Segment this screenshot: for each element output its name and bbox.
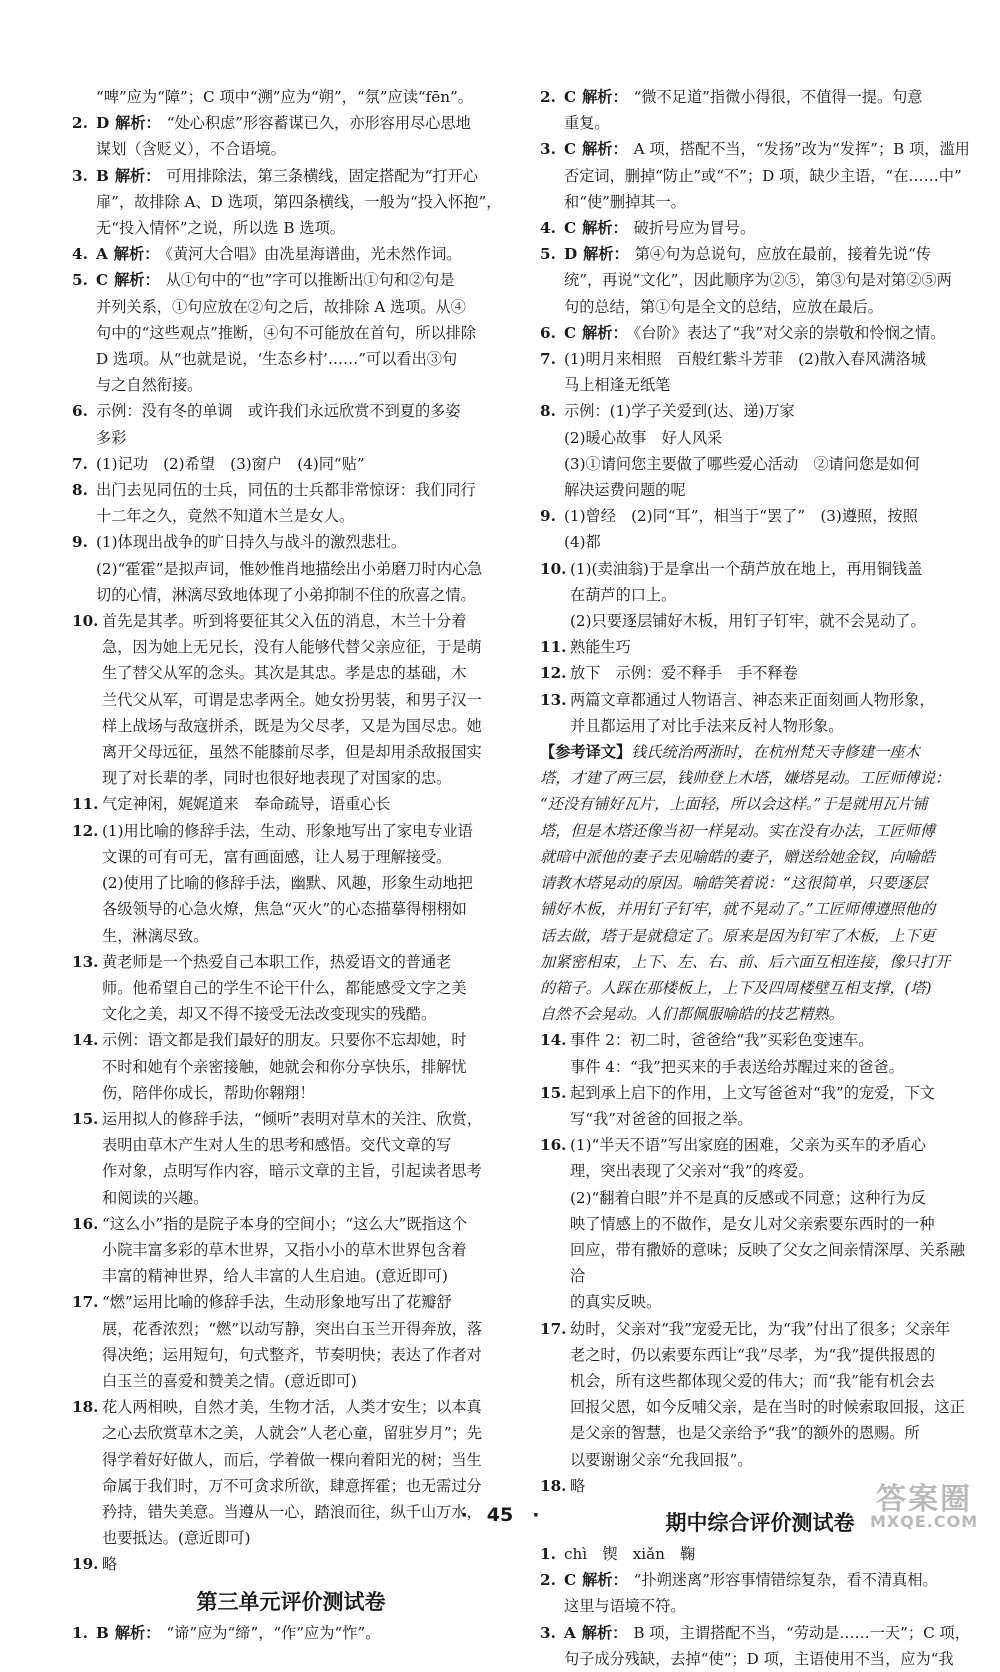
item-number: 14.	[540, 1031, 567, 1050]
answer-line: 也要抵达。(意近即可)	[102, 1529, 251, 1548]
item-number: 15.	[540, 1083, 567, 1102]
answer-item	[540, 241, 980, 320]
answer-line: 写“我”对爸爸的回报之举。	[570, 1109, 753, 1128]
item-number: 8.	[540, 402, 556, 421]
answer-item	[72, 818, 510, 949]
section-title-midterm: 期中综合评价测试卷	[665, 1510, 855, 1535]
item-number: 3.	[540, 1623, 556, 1642]
answer-line	[564, 241, 980, 267]
answer-text: 从①句中的“也”字可以推断出①句和②句是	[165, 271, 455, 290]
answer-line: 事件 4：“我”把买来的手表送给苏醒过来的爸爸。	[570, 1057, 904, 1076]
item-number: 12.	[72, 821, 99, 840]
answer-line: (2)使用了比喻的修辞手法，幽默、风趣，形象生动地把	[102, 874, 473, 893]
answer-choice: C	[564, 219, 577, 238]
section-title-unit3: 第三单元评价测试卷	[196, 1589, 386, 1614]
answer-line: 两篇文章都通过人物语言、神态来正面刻画人物形象，	[570, 690, 935, 709]
answer-item	[72, 1620, 510, 1646]
answer-line: “啤”应为“障”；C 项中“溯”应为“朔”，“氛”应读“fēn”。	[96, 88, 474, 106]
answer-item	[540, 1316, 980, 1473]
answer-item	[540, 1567, 980, 1619]
answer-line: 之心去欣赏草木之美，人就会“人老心童，留驻岁月”；先	[102, 1424, 483, 1443]
answer-line: 得学着好好做人，而后，学着做一棵向着阳光的树；当生	[102, 1450, 482, 1469]
watermark-text-top: 答案圈	[876, 1482, 972, 1517]
analysis-label: 解析：	[115, 114, 161, 133]
answer-item	[72, 241, 510, 267]
answer-item	[72, 1211, 510, 1290]
answer-item	[72, 1394, 510, 1551]
answer-text: “处心积虑”形容蓄谋已久，亦形容用尽心思地	[166, 114, 471, 133]
answer-line: 回报父恩，如今反哺父亲，是在当时的时候索取回报，这正	[570, 1398, 965, 1417]
answer-line	[564, 215, 980, 241]
item-number: 18.	[540, 1476, 567, 1495]
answer-line	[564, 320, 980, 346]
answer-line: 各级领导的心急火燎，焦急“灭火”的心态描摹得栩栩如	[102, 900, 467, 919]
item-number: 13.	[72, 952, 99, 971]
answer-choice: C	[564, 88, 577, 106]
answer-item	[540, 1132, 980, 1315]
answer-line: 现了对长辈的孝，同时也很好地表现了对国家的忠。	[102, 769, 452, 788]
answer-line	[96, 110, 510, 136]
answer-line: 放下 示例：爱不释手 手不释卷	[570, 664, 798, 683]
item-number: 5.	[540, 245, 556, 264]
answer-line: 机会，所有这些都体现父爱的伟大；而“我”能有机会去	[570, 1371, 935, 1390]
answer-line: 略	[102, 1555, 118, 1574]
answer-item	[540, 320, 980, 346]
answer-line: 在葫芦的口上。	[570, 585, 677, 604]
analysis-label: 解析：	[113, 245, 160, 264]
answer-line: 示例：(1)学子关爱到(达、递)万家	[564, 402, 795, 421]
answer-line	[564, 1620, 980, 1646]
answer-line: 小院丰富多彩的草木世界，又指小小的草木世界包含着	[102, 1240, 467, 1259]
answer-item	[72, 791, 510, 817]
answer-choice: C	[564, 1571, 577, 1590]
answer-line: 无“投入情怀”之说，所以选 B 选项。	[96, 219, 345, 238]
answer-line: 句的总结，第①句是全文的总结，应放在最后。	[564, 297, 883, 316]
answer-text: “扑朔迷离”形容事情错综复杂，看不清真相。	[633, 1571, 938, 1590]
answer-line: 示例：语文都是我们最好的朋友。只要你不忘却她，时	[102, 1031, 467, 1050]
item-number: 10.	[72, 612, 99, 631]
answer-line: 师。他希望自己的学生不论干什么，都能感受文字之美	[102, 978, 467, 997]
answer-line: 多彩	[96, 428, 127, 447]
analysis-label: 解析：	[582, 219, 628, 238]
translation-line: 的箱子。人踩在那楼板上，上下及四周楼壁互相支撑，(塔)	[540, 978, 932, 997]
item-number: 2.	[540, 1571, 556, 1590]
answer-line	[564, 84, 980, 110]
answer-line: 与之自然衔接。	[96, 376, 203, 395]
answer-item	[72, 608, 510, 791]
item-number: 7.	[72, 454, 88, 473]
answer-line: 急，因为她上无兄长，没有人能够代替父亲应征，于是萌	[102, 638, 482, 657]
item-number: 7.	[540, 350, 556, 369]
analysis-label: 解析：	[581, 1623, 628, 1642]
translation-label: 【参考译文】	[540, 743, 632, 762]
answer-line: chì 锲 xiǎn 鞠	[564, 1544, 696, 1563]
answer-text: “微不足道”指微小得很，不值得一提。句意	[633, 88, 923, 106]
item-number: 2.	[540, 88, 556, 106]
answer-line: 生了替父从军的念头。其次是其忠。孝是忠的基础，木	[102, 664, 467, 683]
answer-line: 回应，带有撒娇的意味；反映了父女之间亲情深厚、关系融洽	[570, 1240, 965, 1286]
answer-line: 马上相逢无纸笔	[564, 376, 671, 395]
answer-line: “这么小”指的是院子本身的空间小；“这么大”既指这个	[102, 1214, 468, 1233]
answer-choice: C	[96, 271, 109, 290]
answer-item	[72, 949, 510, 1028]
answer-line: 解决运费问题的呢	[564, 481, 686, 500]
watermark-logo	[870, 1472, 990, 1532]
answer-line: 丰富的精神世界，给人丰富的人生启迪。(意近即可)	[102, 1267, 448, 1286]
answer-line: 是父亲的智慧，也是父亲给予“我”的额外的恩赐。所	[570, 1424, 920, 1443]
right-column	[540, 84, 980, 1672]
answer-item	[540, 346, 980, 398]
answer-line: 文课的可有可无，富有画面感，让人易于理解接受。	[102, 847, 452, 866]
item-number: 6.	[72, 402, 88, 421]
answer-text: 《黄河大合唱》由冼星海谱曲，光未然作词。	[165, 245, 462, 264]
answer-line: 首先是其孝。听到将要征其父入伍的消息，木兰十分着	[102, 612, 467, 631]
answer-choice: C	[564, 140, 577, 159]
answer-item	[540, 1620, 980, 1672]
answer-line: 事件 2：初二时，爸爸给“我”买彩色变速车。	[570, 1031, 874, 1050]
item-number: 8.	[72, 481, 88, 500]
answer-text: B 项，主谓搭配不当，“劳动是……一天”；C 项，	[633, 1623, 970, 1642]
answer-line	[564, 136, 980, 162]
analysis-label: 解析：	[582, 140, 628, 159]
analysis-label: 解析：	[582, 1571, 628, 1590]
answer-line: 样上战场与敌寇拼杀，既是为父尽孝，又是为国尽忠。她	[102, 716, 482, 735]
answer-item	[72, 1551, 510, 1577]
item-number: 16.	[72, 1214, 99, 1233]
item-number: 19.	[72, 1555, 99, 1574]
item-number: 9.	[540, 507, 556, 526]
answer-line: 句中的“这些观点”推断，④句不可能放在首句，所以排除	[96, 323, 477, 342]
analysis-label: 解析：	[114, 1623, 161, 1642]
item-number: 1.	[540, 1544, 556, 1563]
answer-item	[72, 1289, 510, 1394]
answer-item	[540, 1080, 980, 1132]
answer-item	[540, 136, 980, 215]
answer-item	[72, 451, 510, 477]
answer-line: (4)都	[564, 533, 601, 552]
translation-text: 钱氏统治两浙时，在杭州梵天寺修建一座木	[631, 743, 920, 762]
item-number: 3.	[72, 166, 88, 185]
answer-choice: A	[564, 1623, 576, 1642]
answer-text: 第④句为总说句，应放在最前，接着先说“传	[634, 245, 932, 264]
answer-line: 并列关系，①句应放在②句之后，故排除 A 选项。从④	[96, 297, 466, 316]
answer-line: 运用拟人的修辞手法，“倾听”表明对草木的关注、欣赏，	[102, 1109, 483, 1128]
item-number: 13.	[540, 690, 567, 709]
translation-line: 塔，但是木塔还像当初一样晃动。实在没有办法，工匠师傅	[540, 821, 935, 840]
answer-line: 的真实反映。	[570, 1293, 662, 1312]
answer-line: 离开父母远征，虽然不能膝前尽孝，但是却用杀敌报国实	[102, 743, 482, 762]
translation-line: “还没有铺好瓦片，上面轻，所以会这样。”于是就用瓦片铺	[540, 795, 928, 814]
answer-line: 花人两相映，自然才美，生物才活，人类才安生；以本真	[102, 1398, 482, 1417]
item-number: 3.	[540, 140, 556, 159]
left-column	[72, 84, 510, 1646]
answer-text: 《台阶》表达了“我”对父亲的崇敬和怜悯之情。	[633, 323, 946, 342]
answer-line: (2)“霍霍”是拟声词，惟妙惟肖地描绘出小弟磨刀时内心急	[96, 559, 483, 578]
answer-item	[540, 687, 980, 739]
answer-item	[540, 215, 980, 241]
answer-line: 出门去见同伍的士兵，同伍的士兵都非常惊讶：我们同行	[96, 481, 476, 500]
answer-line: 文化之美，却又不得不接受无法改变现实的残酷。	[102, 1005, 437, 1024]
item-number: 14.	[72, 1031, 99, 1050]
answer-line	[96, 241, 510, 267]
item-number: 16.	[540, 1136, 567, 1155]
answer-line: 表明由草木产生对人生的思考和感悟。交代文章的写	[102, 1136, 452, 1155]
answer-line: (2)“翻着白眼”并不是真的反感或不同意；这种行为反	[570, 1188, 926, 1207]
answer-choice: A	[96, 245, 108, 264]
answer-line: 幼时，父亲对“我”宠爱无比，为“我”付出了很多；父亲年	[570, 1319, 951, 1338]
item-number: 9.	[72, 533, 88, 552]
answer-line: 矜持，错失美意。当遵从一心，踏浪而往，纵千山万水，	[102, 1502, 482, 1521]
translation-line: 自然不会晃动。人们都佩服喻皓的技艺精熟。	[540, 1005, 844, 1024]
item-number: 5.	[72, 271, 88, 290]
answer-line: 十二年之久，竟然不知道木兰是女人。	[96, 507, 355, 526]
answer-line: (1)明月来相照 百般红紫斗芳菲 (2)散入春风满洛城	[564, 350, 926, 369]
item-number: 4.	[72, 245, 88, 264]
answer-item	[72, 110, 510, 162]
analysis-label: 解析：	[583, 245, 629, 264]
answer-item	[72, 1027, 510, 1106]
answer-line: 兰代父从军，可谓是忠孝两全。她女扮男装，和男子汉一	[102, 690, 482, 709]
answer-line: 不时和她有个亲密接触，她就会和你分享快乐，排解忧	[102, 1057, 467, 1076]
analysis-label: 解析：	[114, 271, 160, 290]
answer-item	[540, 660, 980, 686]
answer-line: 以要谢谢父亲“允我回报”。	[570, 1450, 753, 1469]
reference-translation	[540, 739, 980, 1027]
answer-line: 映了情感上的不做作，是女儿对父亲索要东西时的一种	[570, 1214, 935, 1233]
answer-item	[72, 163, 510, 242]
answer-item	[540, 634, 980, 660]
answer-text: 破折号应为冒号。	[633, 219, 756, 238]
answer-line	[96, 1620, 510, 1646]
answer-item	[72, 84, 510, 110]
answer-item	[540, 84, 980, 136]
answer-line: 伤，陪伴你成长，帮助你翱翔！	[102, 1083, 315, 1102]
answer-item	[72, 529, 510, 608]
answer-line: 理，突出表现了父亲对“我”的疼爱。	[570, 1162, 814, 1181]
answer-line: 略	[570, 1476, 586, 1495]
item-number: 4.	[540, 219, 556, 238]
item-number: 12.	[540, 664, 567, 683]
answer-item	[540, 1027, 980, 1079]
answer-line: 和阅读的兴趣。	[102, 1188, 209, 1207]
answer-line	[96, 267, 510, 293]
answer-line: (1)曾经 (2)同“耳”，相当于“罢了” (3)遵照，按照	[564, 507, 918, 526]
answer-line: “燃”运用比喻的修辞手法，生动形象地写出了花瓣舒	[102, 1293, 452, 1312]
answer-line: (3)①请问您主要做了哪些爱心活动 ②请问您是如何	[564, 454, 920, 473]
answer-choice: D	[564, 245, 578, 264]
answer-line: 得决绝；运用短句，句式整齐，节奏明快；表达了作者对	[102, 1345, 482, 1364]
answer-item	[540, 1541, 980, 1567]
answer-line: 谋划（含贬义），不合语境。	[96, 140, 286, 159]
answer-line: (1)记功 (2)希望 (3)窗户 (4)同“贴”	[96, 454, 365, 473]
analysis-label: 解析：	[582, 323, 628, 342]
answer-item	[540, 556, 980, 635]
item-number: 15.	[72, 1109, 99, 1128]
analysis-label: 解析：	[114, 166, 161, 185]
translation-line: 铺好木板，并用钉子钉牢，就不晃动了。”工匠师傅遵照他的	[540, 900, 936, 919]
answer-line: (2)暖心故事 好人风采	[564, 428, 723, 447]
answer-line: 示例：没有冬的单调 或许我们永远欣赏不到夏的多姿	[96, 402, 461, 421]
answer-line: 老之时，仍以索要东西让“我”尽孝，为“我”提供报恩的	[570, 1345, 936, 1364]
answer-line: 切的心情，淋漓尽致地体现了小弟抑制不住的欣喜之情。	[96, 585, 476, 604]
answer-item	[540, 398, 980, 503]
answer-line: 句子成分残缺，去掉“使”；D 项，主语使用不当，应为“我	[564, 1649, 954, 1668]
answer-text: A 项，搭配不当，“发扬”改为“发挥”；B 项，滥用	[633, 140, 970, 159]
answer-line: 重复。	[564, 114, 610, 133]
answer-line: 这里与语境不符。	[564, 1597, 686, 1616]
page-number: · 45 ·	[460, 1504, 540, 1526]
answer-line: 展，花香浓烈；“燃”以动写静，突出白玉兰开得奔放，落	[102, 1319, 483, 1338]
answer-line: 熟能生巧	[570, 638, 631, 657]
answer-text: “谛”应为“缔”，“作”应为“怍”。	[166, 1623, 381, 1642]
answer-choice: B	[96, 1623, 109, 1642]
translation-line: 就暗中派他的妻子去见喻皓的妻子，赠送给她金钗，向喻皓	[540, 847, 935, 866]
item-number: 18.	[72, 1398, 99, 1417]
item-number: 2.	[72, 114, 88, 133]
answer-line	[96, 163, 510, 189]
answer-line: 气定神闲，娓娓道来 奉命疏导，语重心长	[102, 795, 391, 814]
answer-line: (1)“半天不语”写出家庭的困难，父亲为买车的矛盾心	[570, 1136, 926, 1155]
answer-line: 白玉兰的喜爱和赞美之情。(意近即可)	[102, 1371, 357, 1390]
item-number: 17.	[72, 1293, 99, 1312]
item-number: 6.	[540, 323, 556, 342]
item-number: 17.	[540, 1319, 567, 1338]
answer-line: 和“使”删掉其一。	[564, 192, 686, 211]
answer-line: (1)(卖油翁)于是拿出一个葫芦放在地上，再用铜钱盖	[570, 559, 923, 578]
answer-line: (1)体现出战争的旷日持久与战斗的激烈悲壮。	[96, 533, 407, 552]
answer-choice: D	[96, 114, 110, 133]
answer-item	[72, 1106, 510, 1211]
translation-line: 请教木塔晃动的原因。喻皓笑着说：“这很简单，只要逐层	[540, 874, 928, 893]
answer-choice: C	[564, 323, 577, 342]
answer-line: 统”，再说“文化”，因此顺序为②⑤，第③句是对第②⑤两	[564, 271, 952, 290]
answer-line: 起到承上启下的作用，上文写爸爸对“我”的宠爱，下文	[570, 1083, 935, 1102]
translation-line: 塔，才建了两三层，钱帅登上木塔，嫌塔晃动。工匠师傅说：	[540, 769, 951, 788]
answer-line: 命属于我们时，万不可贪求所欲，肆意挥霍；也无需过分	[102, 1476, 482, 1495]
answer-text: 可用排除法，第三条横线，固定搭配为“打开心	[166, 166, 478, 185]
answer-line: 否定词，删掉“防止”或“不”；D 项，缺少主语，“在……中”	[564, 166, 962, 185]
answer-item	[72, 398, 510, 450]
item-number: 11.	[540, 638, 567, 657]
answer-item	[72, 267, 510, 398]
watermark-text-bottom: MXQE.COM	[870, 1512, 979, 1531]
translation-line	[540, 739, 980, 765]
answer-line: 生，淋漓尽致。	[102, 926, 209, 945]
item-number: 10.	[540, 559, 567, 578]
answer-item	[72, 477, 510, 529]
translation-line: 加紧密相束，上下、左、右、前、后六面互相连接，像只打开	[540, 952, 951, 971]
answer-line: 黄老师是一个热爱自己本职工作，热爱语文的普通老	[102, 952, 452, 971]
answer-line: (2)只要逐层铺好木板，用钉子钉牢，就不会晃动了。	[570, 612, 926, 631]
answer-choice: B	[96, 166, 109, 185]
item-number: 1.	[72, 1623, 88, 1642]
answer-line: 并且都运用了对比手法来反衬人物形象。	[570, 716, 844, 735]
answer-line: D 选项。从“也就是说，‘生态乡村’……”可以看出③句	[96, 350, 458, 369]
answer-line	[564, 1567, 980, 1593]
answer-line: (1)用比喻的修辞手法，生动、形象地写出了家电专业语	[102, 821, 473, 840]
answer-item	[540, 503, 980, 555]
answer-line: 扉”，故排除 A、D 选项，第四条横线，一般为“投入怀抱”，	[96, 192, 502, 211]
answer-line: 作对象，点明写作内容，暗示文章的主旨，引起读者思考	[102, 1162, 482, 1181]
item-number: 11.	[72, 795, 99, 814]
translation-line: 话去做，塔于是就稳定了。原来是因为钉牢了木板，上下更	[540, 926, 935, 945]
analysis-label: 解析：	[582, 88, 628, 106]
